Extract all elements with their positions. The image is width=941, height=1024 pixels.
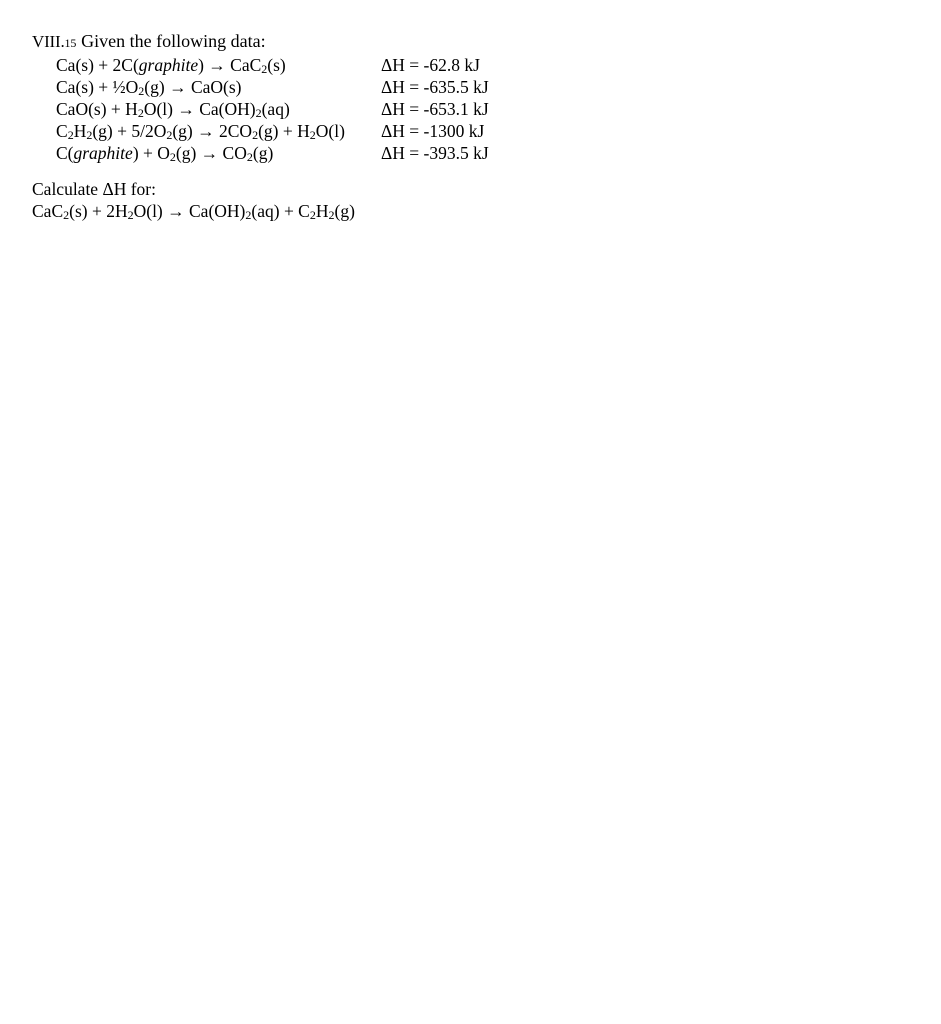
reaction-equation: $CaO(s) + H_2O(l) \to Ca(OH)_2(aq)$ bbox=[56, 99, 290, 120]
problem-title: Given the following data: bbox=[81, 31, 266, 51]
reaction-row bbox=[56, 120, 552, 142]
problem-block bbox=[32, 30, 552, 222]
reaction-equation: $Ca(s) + \frac{1}{2}O_2(g) \to CaO(s)$ bbox=[56, 77, 242, 98]
reaction-enthalpy: ΔH = -62.8 kJ bbox=[381, 55, 480, 75]
reaction-equation: Ca(s) + 2C(graphite) → CaC$_2$(s) bbox=[56, 55, 286, 76]
reaction-enthalpy: ΔH = -653.1 kJ bbox=[381, 99, 489, 119]
reaction-row bbox=[56, 142, 552, 164]
reaction-list bbox=[56, 54, 552, 164]
reaction-equation: $C_2H_2(g) + 5/2O_2(g) \to 2CO_2(g) + H_2O(l)$ bbox=[56, 121, 345, 142]
target-reaction: $CaC_2(s) + 2H_2O(l) \to Ca(OH)_2(aq) + C_2H_2(g)$ bbox=[32, 201, 355, 222]
problem-heading bbox=[32, 30, 552, 54]
reaction-enthalpy: ΔH = -393.5 kJ bbox=[381, 143, 489, 163]
reaction-row bbox=[56, 98, 552, 120]
reaction-equation: C(graphite) + $O_2(g) \to CO_2(g)$ bbox=[56, 143, 274, 164]
reaction-row bbox=[56, 76, 552, 98]
problem-number: VIII.15 bbox=[32, 32, 77, 51]
reaction-enthalpy: ΔH = -1300 kJ bbox=[381, 121, 485, 141]
calculate-prompt: Calculate ΔH for: bbox=[32, 179, 156, 199]
reaction-enthalpy: ΔH = -635.5 kJ bbox=[381, 77, 489, 97]
reaction-row bbox=[56, 54, 552, 76]
